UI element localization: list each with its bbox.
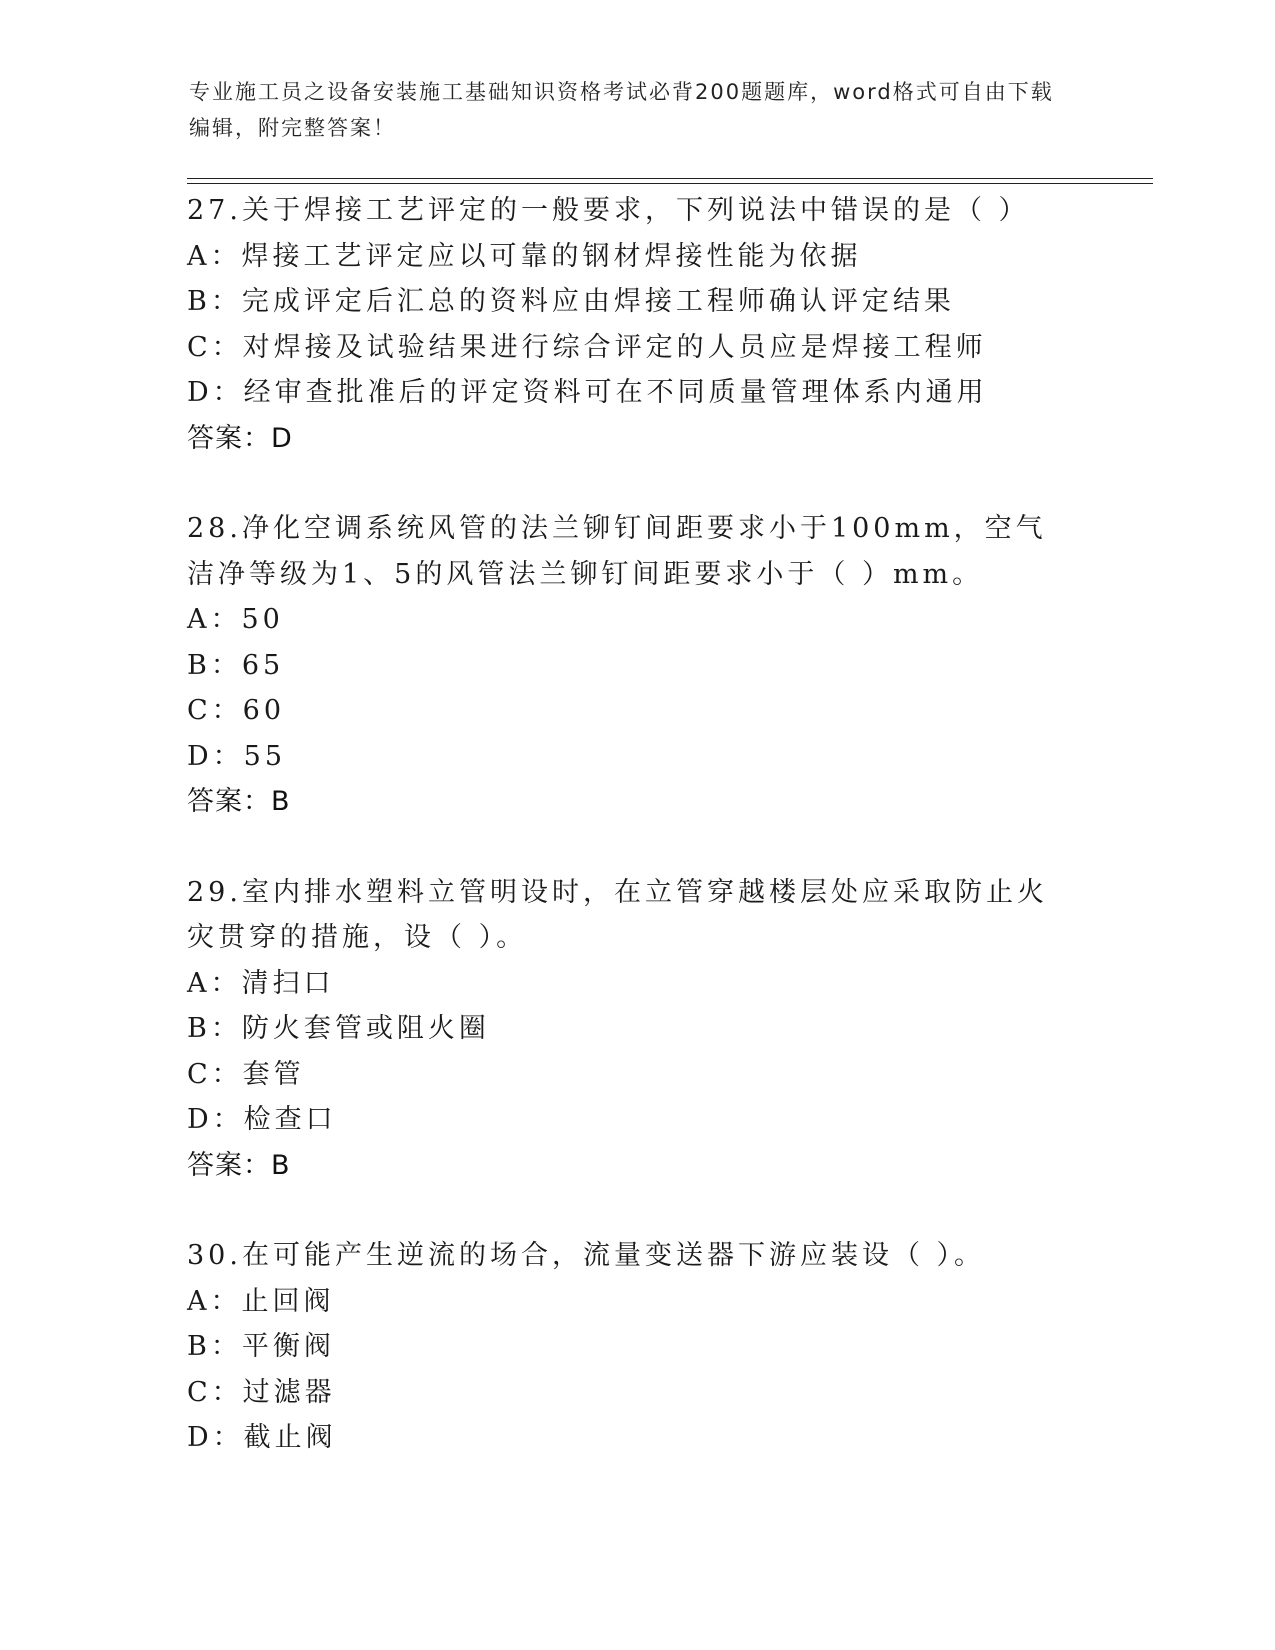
- question-stem: 30.在可能产生逆流的场合，流量变送器下游应装设（ ）。: [187, 1240, 986, 1271]
- option-c: C：过滤器: [187, 1376, 336, 1408]
- question-stem: 29.室内排水塑料立管明设时，在立管穿越楼层处应采取防止火灾贯穿的措施，设（ ）。: [187, 876, 1048, 953]
- option-d: D：截止阀: [187, 1422, 337, 1453]
- document-header: 专业施工员之设备安装施工基础知识资格考试必背200题题库，word格式可自由下载编辑，附完整答案！: [189, 80, 1054, 140]
- option-b: B：防火套管或阻火圈: [187, 1013, 490, 1044]
- header-divider-bottom: [187, 183, 1153, 184]
- answer: 答案：B: [187, 1149, 291, 1181]
- answer: 答案：D: [187, 422, 293, 454]
- option-a: A：止回阀: [187, 1285, 335, 1317]
- question-27: [187, 188, 1087, 461]
- answer: 答案：B: [187, 786, 291, 817]
- question-stem: 28.净化空调系统风管的法兰铆钉间距要求小于100mm，空气洁净等级为1、5的风管法兰铆钉间距要求小于（ ）mm。: [187, 513, 1047, 590]
- option-c: C：60: [187, 695, 286, 726]
- option-a: A：清扫口: [187, 967, 335, 999]
- question-28: [187, 506, 1087, 825]
- option-b: B：65: [187, 649, 285, 681]
- option-c: C：对焊接及试验结果进行综合评定的人员应是焊接工程师: [187, 331, 987, 363]
- question-29: [187, 870, 1087, 1189]
- question-30: [187, 1233, 1087, 1461]
- option-d: D：55: [187, 740, 287, 772]
- option-b: B：平衡阀: [187, 1331, 335, 1362]
- header-divider-top: [187, 178, 1153, 179]
- question-stem: 27.关于焊接工艺评定的一般要求，下列说法中错误的是（ ）: [187, 195, 1030, 226]
- option-a: A：焊接工艺评定应以可靠的钢材焊接性能为依据: [187, 240, 862, 272]
- option-d: D：经审查批准后的评定资料可在不同质量管理体系内通用: [187, 377, 988, 408]
- option-d: D：检查口: [187, 1104, 337, 1135]
- option-b: B：完成评定后汇总的资料应由焊接工程师确认评定结果: [187, 286, 955, 317]
- question-list: [187, 188, 1087, 1461]
- option-a: A：50: [187, 604, 284, 635]
- option-c: C：套管: [187, 1058, 305, 1090]
